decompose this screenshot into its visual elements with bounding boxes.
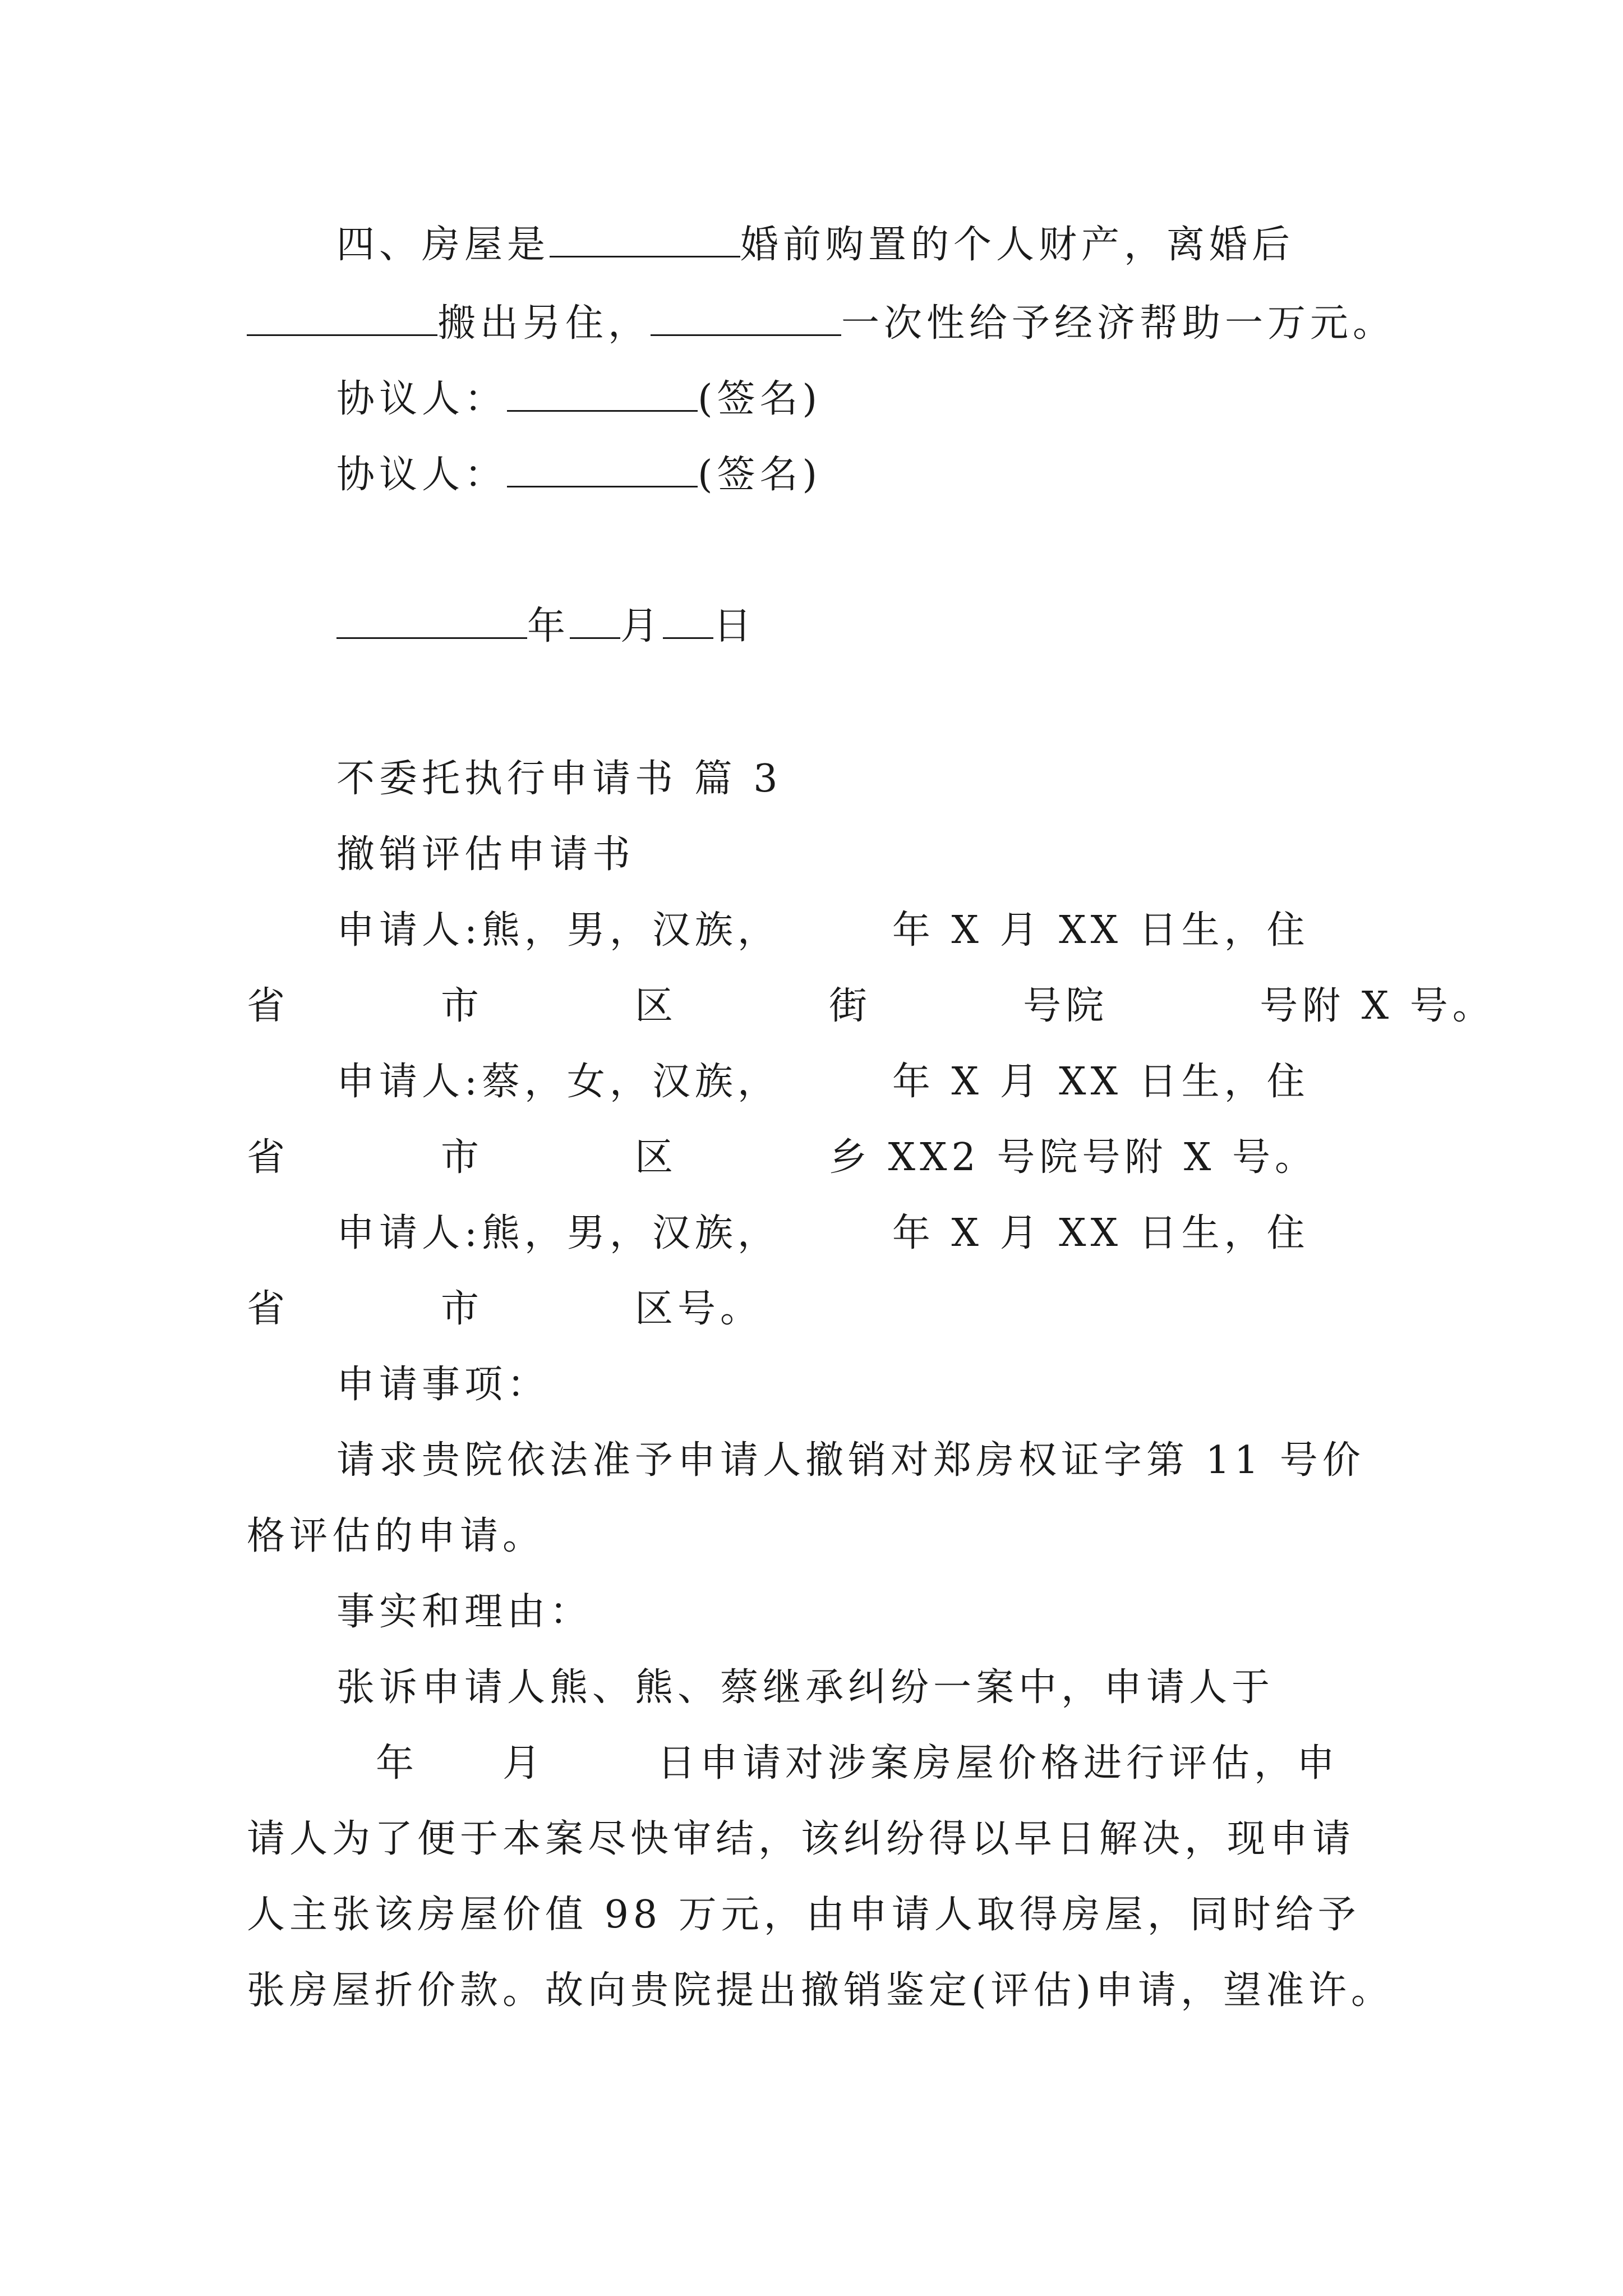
facts-rest: 日申请对涉案房屋价格进行评估，申	[657, 1741, 1340, 1786]
applicant-birth-text: 年 X 月 XX 日生，住	[892, 1060, 1310, 1104]
request-body-line: 格评估的申请。	[247, 1514, 546, 1558]
signature-suffix: (签名)	[698, 453, 822, 497]
facts-line: 张诉申请人熊、熊、蔡继承纠纷一案中，申请人于	[336, 1665, 1275, 1710]
addr-district: 区	[635, 984, 678, 1028]
addr-district: 区	[635, 1135, 678, 1180]
addr-district: 区号。	[635, 1287, 763, 1331]
applicant-intro-text: 申请人:熊，男，汉族，	[336, 908, 780, 953]
facts-month: 月	[502, 1741, 546, 1786]
addr-province: 省	[247, 1135, 290, 1180]
clause4-line2	[247, 301, 1396, 346]
facts-body-line: 张房屋折价款。故向贵院提出撤销鉴定(评估)申请，望准许。	[247, 1968, 1394, 2013]
clause4-text-d: 一次性给予经济帮助一万元。	[841, 301, 1396, 346]
clause4-line1	[336, 223, 1295, 267]
date-day-label: 日	[713, 604, 757, 648]
signature-label: 协议人：	[336, 377, 508, 421]
doc-title: 撤销评估申请书	[336, 832, 635, 877]
date-month-label: 月	[620, 604, 663, 648]
request-heading: 申请事项：	[336, 1363, 550, 1407]
addr-courtyard: 号院	[1023, 984, 1109, 1028]
addr-city: 市	[441, 1287, 484, 1331]
signature-label: 协议人：	[336, 453, 508, 497]
signature-blank	[507, 454, 698, 487]
section-title: 不委托执行申请书 篇 3	[336, 757, 782, 801]
date-year-label: 年	[527, 604, 570, 648]
addr-township: 乡 XX2 号院号附 X 号。	[829, 1135, 1318, 1180]
facts-year: 年	[376, 1741, 419, 1786]
signature-line	[336, 453, 822, 497]
request-body-line: 请求贵院依法准予申请人撤销对郑房权证字第 11 号价	[336, 1438, 1365, 1483]
facts-heading: 事实和理由：	[336, 1590, 593, 1634]
facts-body-line: 人主张该房屋价值 98 万元，由申请人取得房屋，同时给予	[247, 1893, 1361, 1937]
addr-city: 市	[441, 1135, 484, 1180]
addr-province: 省	[247, 984, 290, 1028]
addr-street: 街	[829, 984, 872, 1028]
date-year-blank	[336, 606, 527, 639]
applicant-birth-text: 年 X 月 XX 日生，住	[892, 908, 1310, 953]
clause4-text-b: 婚前购置的个人财产，离婚后	[740, 223, 1295, 267]
applicant-intro-text: 申请人:熊，男，汉族，	[336, 1211, 780, 1255]
applicant-intro	[336, 1060, 1310, 1104]
applicant-intro-text: 申请人:蔡，女，汉族，	[336, 1060, 780, 1104]
clause4-text-a: 四、房屋是	[336, 223, 550, 267]
blank-field	[247, 303, 437, 336]
signature-line	[336, 377, 822, 421]
applicant-address	[247, 984, 1495, 1028]
applicant-intro	[336, 908, 1310, 953]
date-line	[336, 606, 756, 646]
facts-date-line	[376, 1741, 1340, 1786]
applicant-birth-text: 年 X 月 XX 日生，住	[892, 1211, 1310, 1255]
applicant-address	[247, 1287, 763, 1331]
applicant-intro	[336, 1211, 1310, 1255]
applicant-address	[247, 1135, 1318, 1180]
blank-field	[550, 224, 740, 257]
addr-province: 省	[247, 1287, 290, 1331]
date-day-blank	[663, 606, 713, 639]
date-month-blank	[570, 606, 620, 639]
signature-suffix: (签名)	[698, 377, 822, 421]
facts-body-line: 请人为了便于本案尽快审结，该纠纷得以早日解决，现申请	[247, 1817, 1355, 1861]
blank-field	[651, 303, 841, 336]
addr-city: 市	[441, 984, 484, 1028]
signature-blank	[507, 379, 698, 412]
addr-unit: 号附 X 号。	[1260, 984, 1495, 1028]
clause4-text-c: 搬出另住，	[437, 301, 651, 346]
